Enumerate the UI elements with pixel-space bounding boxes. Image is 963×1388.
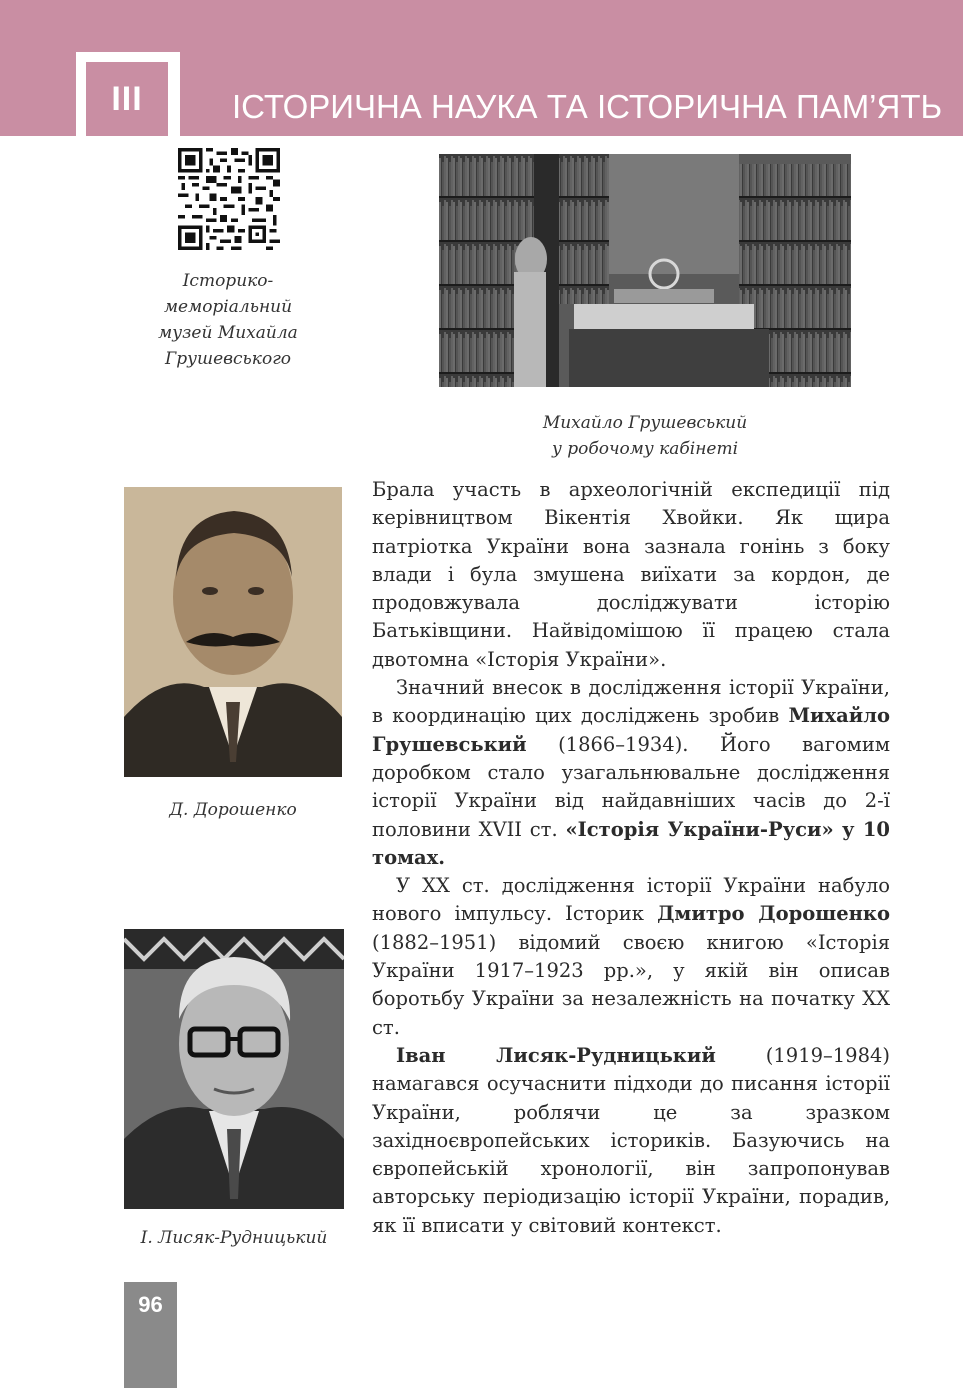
qr-caption-line: Грушевського: [164, 349, 292, 369]
cabinet-caption-line: у робочому кабінеті: [551, 439, 739, 459]
qr-caption-line: меморіальний: [163, 297, 293, 317]
lysiak-caption: І. Лисяк-Рудницький: [140, 1228, 328, 1248]
text-span: (1919–1984) намагався осучаснити підходи до писання історії України, роблячи це за зразком західноєвропейських істориків. Базуючись на європейській хронології, він запропонував авторську періодизацію історії України, порадив, як її вписати у світовий контекст.: [372, 1043, 891, 1237]
qr-caption: [140, 268, 316, 372]
main-text: [372, 476, 890, 1240]
page-number: 96: [138, 1292, 163, 1317]
paragraph-1: Брала участь в археологічній експедиції під керівництвом Вікентія Хвойки. Як щира патріотка України вона зазнала гонінь з боку влади і була змушена виїхати за кордон, де продовжувала досліджувати історію Батьківщини. Найвідомішою її працею стала двотомна «Історія України».: [372, 478, 890, 671]
chapter-title: ІСТОРИЧНА НАУКА ТА ІСТОРИЧНА ПАМ’ЯТЬ: [232, 88, 943, 125]
text-span: (1882–1951) відомий своєю книгою «Історія України 1917–1923 рр.», у якій він описав боротьбу України за незалежність на початку XX ст.: [372, 930, 890, 1039]
photo-lysiak-rudnytsky: [124, 929, 344, 1209]
qr-code[interactable]: [178, 148, 280, 250]
bold-name-doroshenko: Дмитро Дорошенко: [657, 902, 890, 926]
paragraph-2: [372, 674, 890, 872]
doroshenko-caption: Д. Дорошенко: [169, 800, 297, 820]
photo-hrushevsky-cabinet: [439, 154, 851, 387]
photo-doroshenko: [124, 487, 342, 777]
chapter-number: III: [86, 62, 168, 136]
qr-caption-line: Історико-: [182, 271, 274, 291]
paragraph-4: [372, 1042, 890, 1240]
text-span: У XX ст. дослідження історії України набуло нового імпульсу. Історик: [372, 874, 890, 926]
qr-caption-line: музей Михайла: [158, 323, 298, 343]
cabinet-caption-line: Михайло Грушевський: [542, 413, 748, 433]
bold-name-lysiak: Іван Лисяк-Рудницький: [396, 1043, 716, 1067]
text-span: Значний внесок в дослідження історії України, в координацію цих досліджень зробив: [372, 676, 890, 728]
paragraph-3: [372, 872, 890, 1042]
text-span: (1866–1934). Його вагомим доробком стало узагальнювальне дослідження історії України від найдавніших часів до 2-ї половини XVII ст.: [372, 732, 890, 841]
bold-work-title: «Історія України-Руси» у 10 томах.: [372, 817, 890, 869]
bold-name-hrushevsky: Михайло Грушевський: [372, 704, 890, 756]
cabinet-caption: [500, 410, 790, 462]
